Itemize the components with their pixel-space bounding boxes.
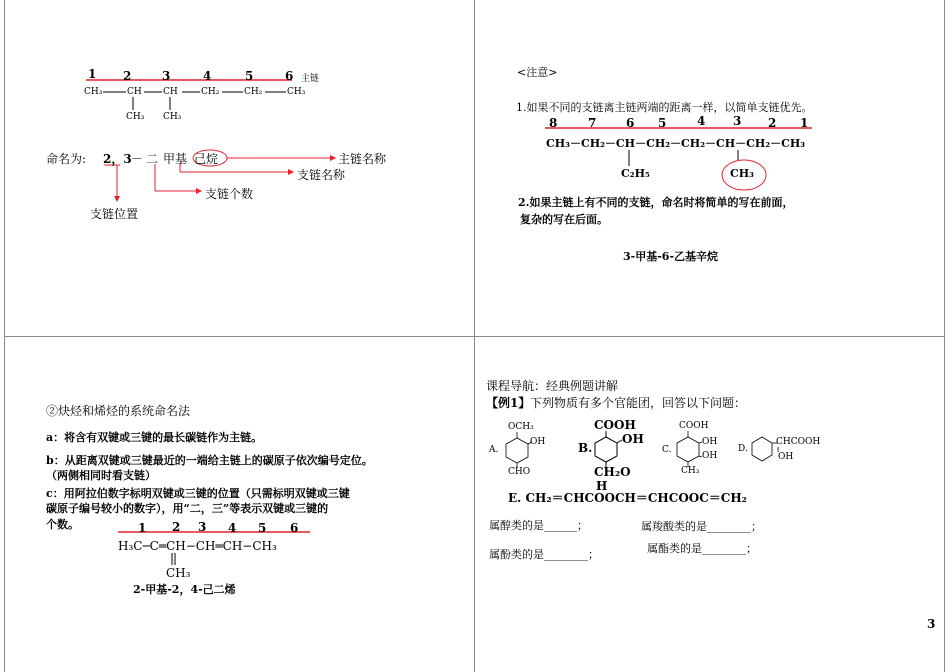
q3-answer: 2-甲基-2，4-己二烯	[133, 583, 236, 596]
q3-chain: H₃C─C═CH−CH═CH−CH₃	[118, 539, 277, 553]
q3-rule-b-line-2: （两侧相同时看支链）	[46, 469, 156, 482]
q4-example-text: 下列物质有多个官能团，回答以下问题：	[530, 396, 747, 410]
q2-rule-1: 1.如果不同的支链离主链两端的距离一样，以简单支链优先。	[516, 101, 813, 114]
q4-b-label: B.	[578, 441, 593, 455]
q4-e: E. CH₂＝CHCOOCH＝CHCOOC＝CH₂	[508, 491, 747, 505]
q1-num-6: 6	[285, 69, 294, 83]
q4-question-ester: 属酯类的是________；	[647, 542, 757, 555]
q1-label-main-chain-name: 主链名称	[338, 152, 387, 166]
q4-c-top: COOH	[679, 421, 709, 431]
q2-note-title: <注意>	[517, 66, 558, 79]
q1-num-4: 4	[203, 69, 212, 83]
q1-num-3: 3	[162, 69, 171, 83]
q3-num-2: 2	[172, 520, 181, 534]
q1-substituent-2: CH₃	[163, 112, 182, 122]
q2-num-8: 8	[549, 116, 558, 130]
q3-num-3: 3	[198, 520, 207, 534]
q1-naming-locants: 2，3	[103, 152, 132, 166]
q4-question-acid: 属羧酸类的是________；	[641, 520, 762, 533]
q3-title: ②炔烃和烯烃的系统命名法	[46, 404, 191, 418]
q4-a-right: OH	[530, 437, 546, 447]
q4-ring-a	[506, 438, 528, 463]
q1-chain-c3: CH	[163, 87, 178, 97]
q2-num-5: 5	[658, 116, 667, 130]
q1-chain-c1: CH₃	[84, 87, 103, 97]
q4-c-right-2: OH	[702, 451, 718, 461]
q1-substituent-1: CH₃	[126, 112, 145, 122]
q3-rule-b-line-1: b：从距离双键或三键最近的一端给主链上的碳原子依次编号定位。	[46, 454, 373, 467]
q2-num-1: 1	[800, 116, 809, 130]
q1-chain-c4: CH₂	[201, 87, 220, 97]
q2-rule-2-line-1: 2.如果主链上有不同的支链，命名时将简单的写在前面，	[518, 196, 794, 209]
q1-label-branch-position: 支链位置	[90, 207, 139, 221]
q4-ring-d	[752, 437, 772, 461]
q4-b-top: COOH	[594, 418, 636, 432]
q4-a-bottom: CHO	[508, 467, 531, 477]
q4-ring-c	[677, 437, 699, 462]
q2-num-3: 3	[733, 114, 742, 128]
q2-num-4: 4	[697, 114, 706, 128]
q1-num-2: 2	[123, 69, 132, 83]
q4-b-right: OH	[622, 432, 644, 446]
q3-substituent: CH₃	[166, 566, 191, 580]
q1-label-branch-name: 支链名称	[297, 168, 346, 182]
q1-num-5: 5	[245, 69, 254, 83]
q1-naming-parent: 己烷	[194, 152, 219, 166]
q4-b-bottom-1: CH₂O	[594, 465, 631, 479]
q1-naming-prefix: 命名为:	[46, 152, 87, 166]
q1-label-branch-count: 支链个数	[205, 187, 254, 201]
q4-c-right-1: OH	[702, 437, 718, 447]
q4-a-top: OCH₃	[508, 422, 534, 432]
q3-rule-c-line-3: 个数。	[46, 518, 79, 531]
q1-main-chain-tag: 主链	[301, 74, 320, 84]
q4-question-phenol: 属酚类的是________；	[489, 548, 599, 561]
q4-c-bottom: CH₃	[681, 466, 700, 476]
q3-num-4: 4	[228, 521, 237, 535]
q1-naming-dash: －	[131, 152, 144, 166]
q3-rule-c-line-1: c：用阿拉伯数字标明双键或三键的位置（只需标明双键或三键	[46, 487, 350, 500]
q2-answer: 3-甲基-6-乙基辛烷	[623, 250, 719, 263]
q2-branch-2: CH₃	[730, 167, 754, 180]
q1-chain-c5: CH₂	[244, 87, 263, 97]
q3-num-1: 1	[138, 521, 147, 535]
q3-num-6: 6	[290, 521, 299, 535]
page-number: 3	[927, 617, 936, 631]
q1-chain-c6: CH₃	[287, 87, 306, 97]
q4-d-oh: OH	[778, 452, 794, 462]
q4-a-label: A.	[489, 445, 499, 455]
q4-d-right: CHCOOH	[776, 437, 821, 447]
q4-question-alcohol: 属醇类的是______；	[489, 519, 588, 532]
q2-num-2: 2	[768, 116, 777, 130]
q2-rule-2-line-2: 复杂的写在后面。	[520, 213, 608, 226]
q3-rule-c-line-2: 碳原子编号较小的数字），用“二，三”等表示双键或三键的	[46, 502, 329, 515]
q3-rule-a: a：将含有双键或三键的最长碳链作为主链。	[46, 431, 263, 444]
q2-num-6: 6	[626, 116, 635, 130]
q1-chain-c2: CH	[127, 87, 142, 97]
q3-num-5: 5	[258, 521, 267, 535]
q4-d-label: D.	[738, 444, 748, 454]
q2-num-7: 7	[588, 116, 597, 130]
q4-nav: 课程导航：经典例题讲解	[486, 379, 619, 393]
q4-c-label: C.	[662, 445, 672, 455]
q2-chain: CH₃－CH₂－CH－CH₂－CH₂－CH－CH₂－CH₃	[546, 137, 806, 150]
q2-branch-1: C₂H₅	[621, 167, 650, 180]
q1-naming-count: 二	[146, 152, 159, 166]
q4-example-label: 【例1】	[486, 396, 531, 410]
q1-naming-group: 甲基	[163, 152, 188, 166]
q4-b-bottom-2: H	[596, 479, 608, 493]
q1-num-1: 1	[88, 67, 97, 81]
q4-ring-b	[595, 437, 617, 462]
